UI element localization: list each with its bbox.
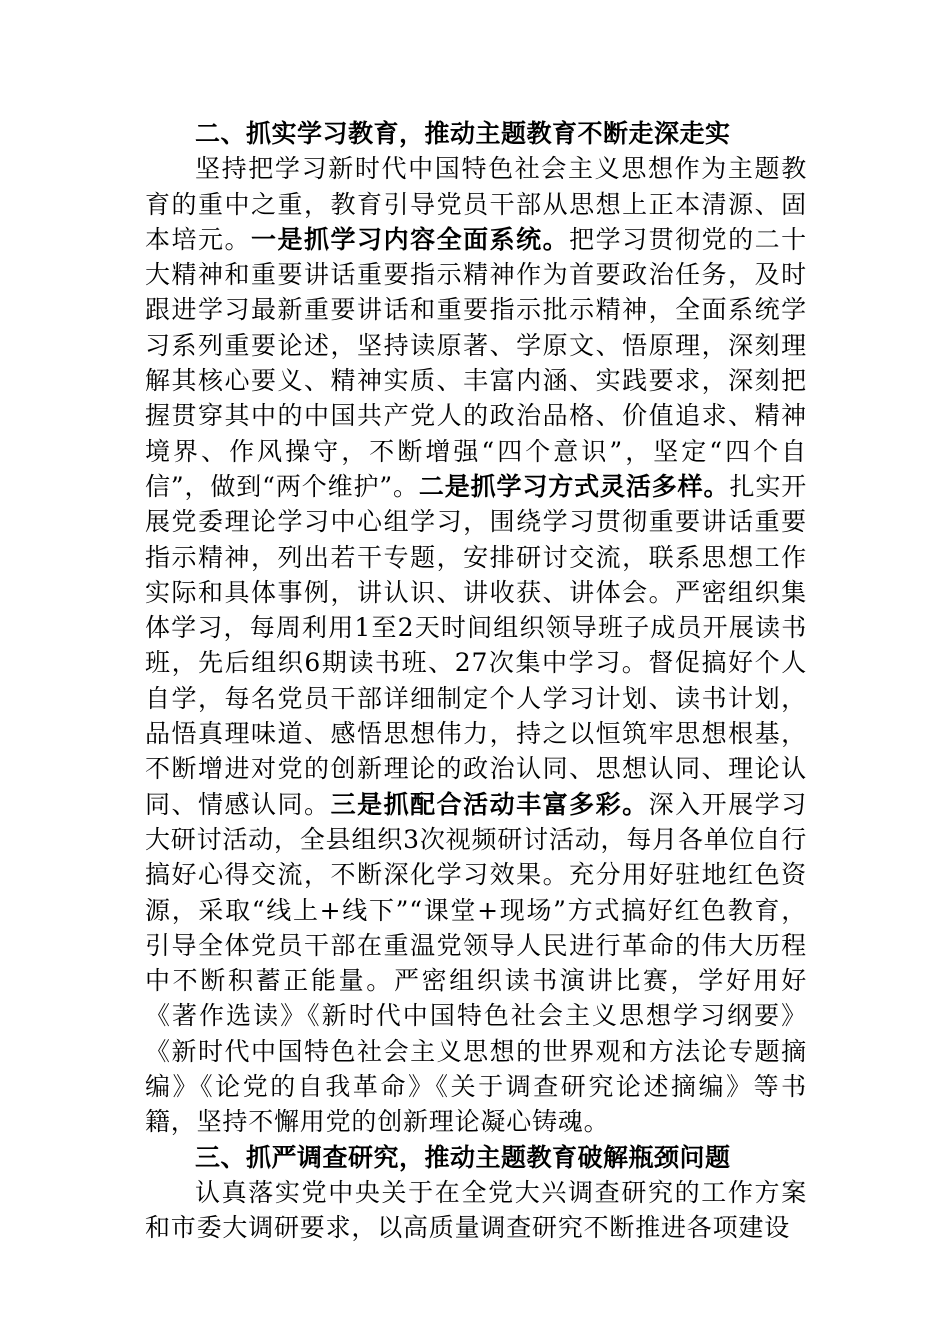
point-3-title: 三是抓配合活动丰富多彩。 xyxy=(330,789,649,819)
section-paragraph-3 xyxy=(145,1175,807,1246)
paragraph-intro: 坚持把学习新时代中国特色社会主义思想作为主题教育的重中之重，教育引导党员干部从思想上正本清源、固本培元。 xyxy=(145,154,807,254)
section-heading-2: 二、抓实学习教育，推动主题教育不断走深走实 xyxy=(195,119,731,148)
point-1-text: 把学习贯彻党的二十大精神和重要讲话重要指示精神作为首要政治任务，及时跟进学习最新重要讲话和重要指示批示精神，全面系统学习系列重要论述，坚持读原著、学原文、悟原理，深刻理解其核心要义、精神实质、丰富内涵、实践要求，深刻把握贯穿其中的中国共产党人的政治品格、价值追求、精神境界、作风操守，不断增强“四个意识”，坚定“四个自信”，做到“两个维护”。 xyxy=(145,224,807,501)
paragraph-intro: 认真落实党中央关于在全党大兴调查研究的工作方案和市委大调研要求，以高质量调查研究不断推进各项建设 xyxy=(145,1177,807,1243)
document-page xyxy=(145,116,807,1246)
point-2-text: 扎实开展党委理论学习中心组学习，围绕学习贯彻重要讲话重要指示精神，列出若干专题，安排研讨交流，联系思想工作实际和具体事例，讲认识、讲收获、讲体会。严密组织集体学习，每周利用1至2天时间组织领导班子成员开展读书班，先后组织6期读书班、27次集中学习。督促搞好个人自学，每名党员干部详细制定个人学习计划、读书计划，品悟真理味道、感悟思想伟力，持之以恒筑牢思想根基，不断增进对党的创新理论的政治认同、思想认同、理论认同、情感认同。 xyxy=(145,471,807,819)
point-1-title: 一是抓学习内容全面系统。 xyxy=(251,224,570,254)
point-2-title: 二是抓学习方式灵活多样。 xyxy=(418,471,730,501)
section-heading-3: 三、抓严调查研究，推动主题教育破解瓶颈问题 xyxy=(195,1142,731,1172)
point-3-text: 深入开展学习大研讨活动，全县组织3次视频研讨活动，每月各单位自行搞好心得交流，不断深化学习效果。充分用好驻地红色资源，采取“线上+线下”“课堂+现场”方式搞好红色教育，引导全体党员干部在重温党领导人民进行革命的伟大历程中不断积蓄正能量。严密组织读书演讲比赛，学好用好《著作选读》《新时代中国特色社会主义思想学习纲要》《新时代中国特色社会主义思想的世界观和方法论专题摘编》《论党的自我革命》《关于调查研究论述摘编》等书籍，坚持不懈用党的创新理论凝心铸魂。 xyxy=(145,789,807,1137)
section-paragraph-2 xyxy=(145,151,807,1139)
